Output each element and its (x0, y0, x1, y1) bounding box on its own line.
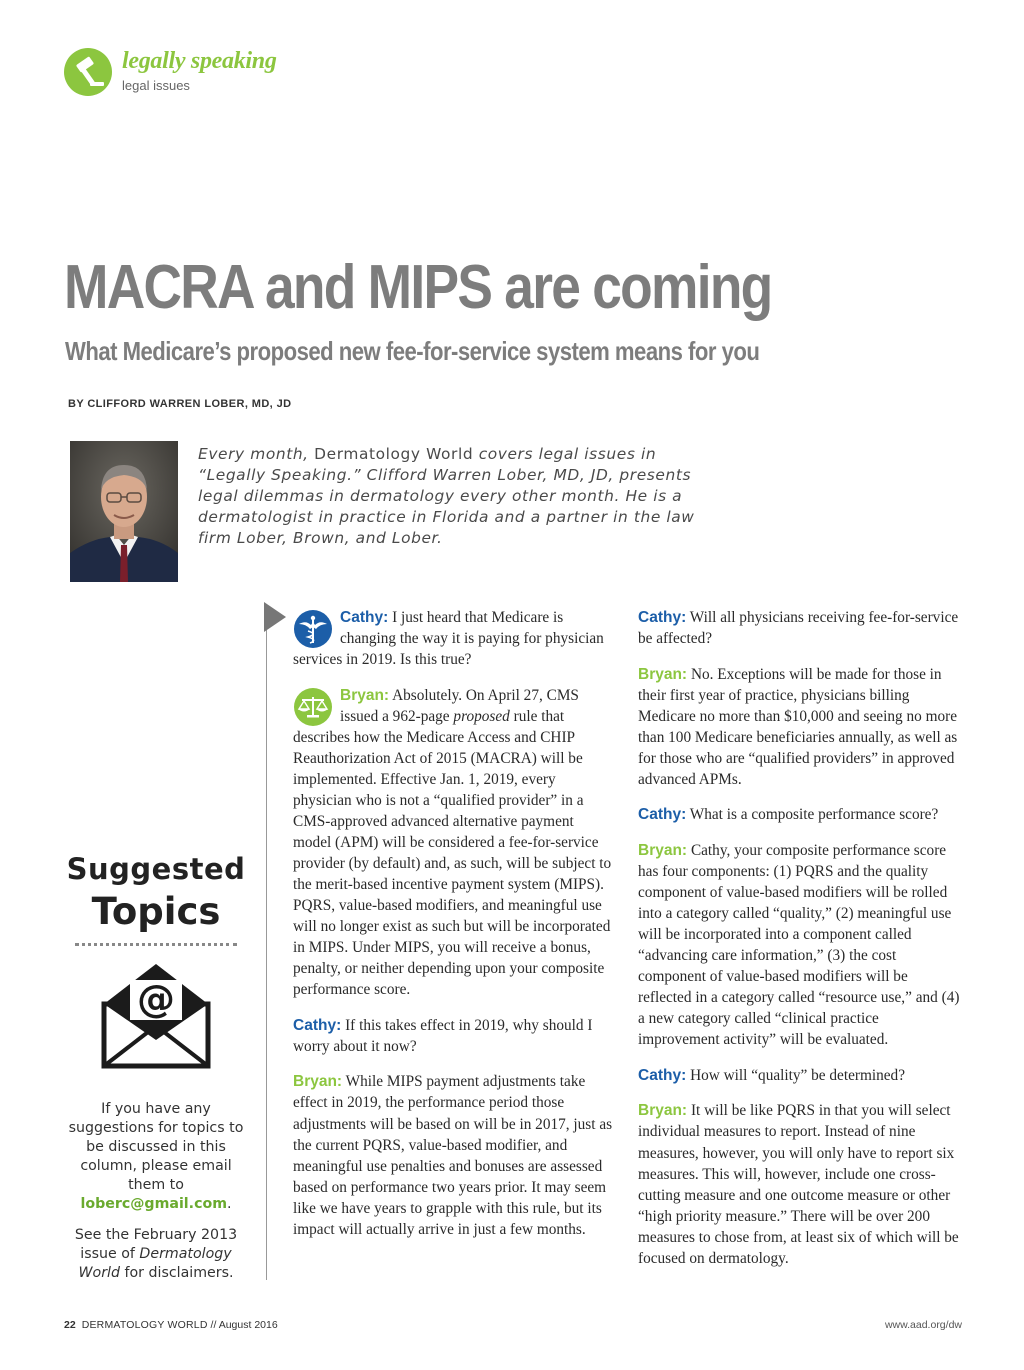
dialogue-bryan-5: Bryan: It will be like PQRS in that you will select individual measures to report. Instead of nine measures, however, you will only have to report six measures. This will, however, include one cross-cutting measure and one outcome measure or other “high priority measure.” There will be over 200 measures to chose from, at least six of which will be focused on dermatology. (638, 1102, 959, 1267)
gavel-icon (64, 48, 112, 96)
sidebar-disclaimer: See the February 2013 issue of Dermatology World for disclaimers. (74, 1227, 238, 1281)
dotted-divider (75, 943, 237, 946)
issue-date: August 2016 (218, 1319, 278, 1331)
sidebar-note: If you have any suggestions for topics to be discussed in this column, please email them to loberc@gmail.com. (68, 1101, 244, 1212)
section-subtitle: legal issues (122, 78, 190, 93)
dialogue-cathy-5: Cathy: How will “quality” be determined? (638, 1066, 905, 1084)
footer-url[interactable]: www.aad.org/dw (884, 1319, 962, 1331)
dialogue-bryan-2: Bryan: While MIPS payment adjustments take effect in 2019, the performance period those adjustments will be based on will be in 2017, just as the current PQRS, value-based modifier, and meaningful use penalties and bonuses are assessed based on performance two years prior. It may seem like we have years to grapple with this rule, but its impact will actually arrive in just a few months. (293, 1073, 613, 1238)
email-envelope-icon (96, 960, 216, 1070)
article-column-1 (293, 607, 615, 1254)
svg-text:@: @ (137, 977, 175, 1021)
byline: BY CLIFFORD WARREN LOBER, MD, JD (68, 398, 292, 410)
dialogue-cathy-4: Cathy: What is a composite performance score? (638, 806, 939, 824)
speaker-bryan: Bryan: (293, 1073, 343, 1091)
speaker-cathy: Cathy: (638, 609, 687, 626)
suggested-topics-sidebar (64, 852, 248, 1283)
speaker-cathy: Cathy: (340, 609, 389, 626)
author-photo (70, 441, 178, 582)
pointer-arrow (264, 602, 286, 632)
article-title: MACRA and MIPS are coming (64, 253, 772, 322)
dialogue-cathy-3: Cathy: Will all physicians receiving fee-for-service be affected? (638, 609, 959, 648)
speaker-bryan: Bryan: (638, 1102, 688, 1120)
page-number: 22 (64, 1319, 76, 1331)
speaker-cathy: Cathy: (638, 1066, 687, 1084)
speaker-bryan: Bryan: (638, 665, 688, 683)
dialogue-bryan-4: Bryan: Cathy, your composite performance score has four components: (1) PQRS and the quality component of value-based modifiers will be rolled into a category called “quality,” (2) meaningful use will be incorporated into a component called “advancing care information,” (3) the cost component of value-based modifiers will be reflected in a category called “resource use,” and (4) a new category called “clinical practice improvement activity” will be evaluated. (638, 841, 960, 1049)
article-subtitle: What Medicare’s proposed new fee-for-service system means for you (65, 336, 760, 366)
section-header (64, 46, 364, 102)
publication-name: DERMATOLOGY WORLD (81, 1319, 208, 1331)
sidebar-heading-topics: Topics (91, 890, 221, 933)
sidebar-heading-suggested: Suggested (66, 852, 246, 886)
caduceus-icon (293, 609, 333, 649)
footer-publication (64, 1319, 278, 1331)
scales-icon (293, 687, 333, 727)
article-column-2 (638, 607, 963, 1283)
speaker-cathy: Cathy: (293, 1016, 342, 1034)
email-link[interactable]: loberc@gmail.com (80, 1196, 228, 1212)
magazine-name: Dermatology World (314, 445, 474, 463)
dialogue-bryan-1: Bryan: Absolutely. On April 27, CMS issued a 962-page proposed rule that describes how the Medicare Access and CHIP Reauthorization Act of 2015 (MACRA) will be implemented. Effective Jan. 1, 2019, every physician who is not a “qualified provider” in a CMS-approved advanced alternative payment model (APM) will be considered a fee-for-service provider (by default) and, as such, will be subject to the merit-based incentive payment system (MIPS). PQRS, value-based modifiers, and meaningful use will no longer exist as such but will be incorporated in MIPS. Under MIPS, you will receive a bonus, penalty, or neither depending upon your composite performance score. (293, 686, 612, 999)
dialogue-cathy-2: Cathy: If this takes effect in 2019, why should I worry about it now? (293, 1016, 593, 1055)
intro-text: Every month, Dermatology World covers legal issues in “Legally Speaking.” Clifford Warren Lober, MD, JD, presents legal dilemmas in dermatology every other month. He is a dermatologist in practice in Florida and a partner in the law firm Lober, Brown, and Lober. (198, 445, 695, 547)
speaker-bryan: Bryan: (340, 686, 390, 704)
section-title: legally speaking (122, 48, 277, 74)
column-divider (266, 628, 267, 1280)
speaker-cathy: Cathy: (638, 806, 687, 824)
speaker-bryan: Bryan: (638, 841, 688, 859)
dialogue-bryan-3: Bryan: No. Exceptions will be made for those in their first year of practice, physicians billing Medicare no more than $10,000 and seeing no more than 100 Medicare beneficiaries annually, as well as for those who are “qualified providers” in approved advanced APMs. (638, 665, 958, 788)
footer-separator: // (210, 1319, 217, 1331)
dialogue-cathy-1: Cathy: I just heard that Medicare is changing the way it is paying for physician services in 2019. Is this true? (293, 609, 604, 669)
